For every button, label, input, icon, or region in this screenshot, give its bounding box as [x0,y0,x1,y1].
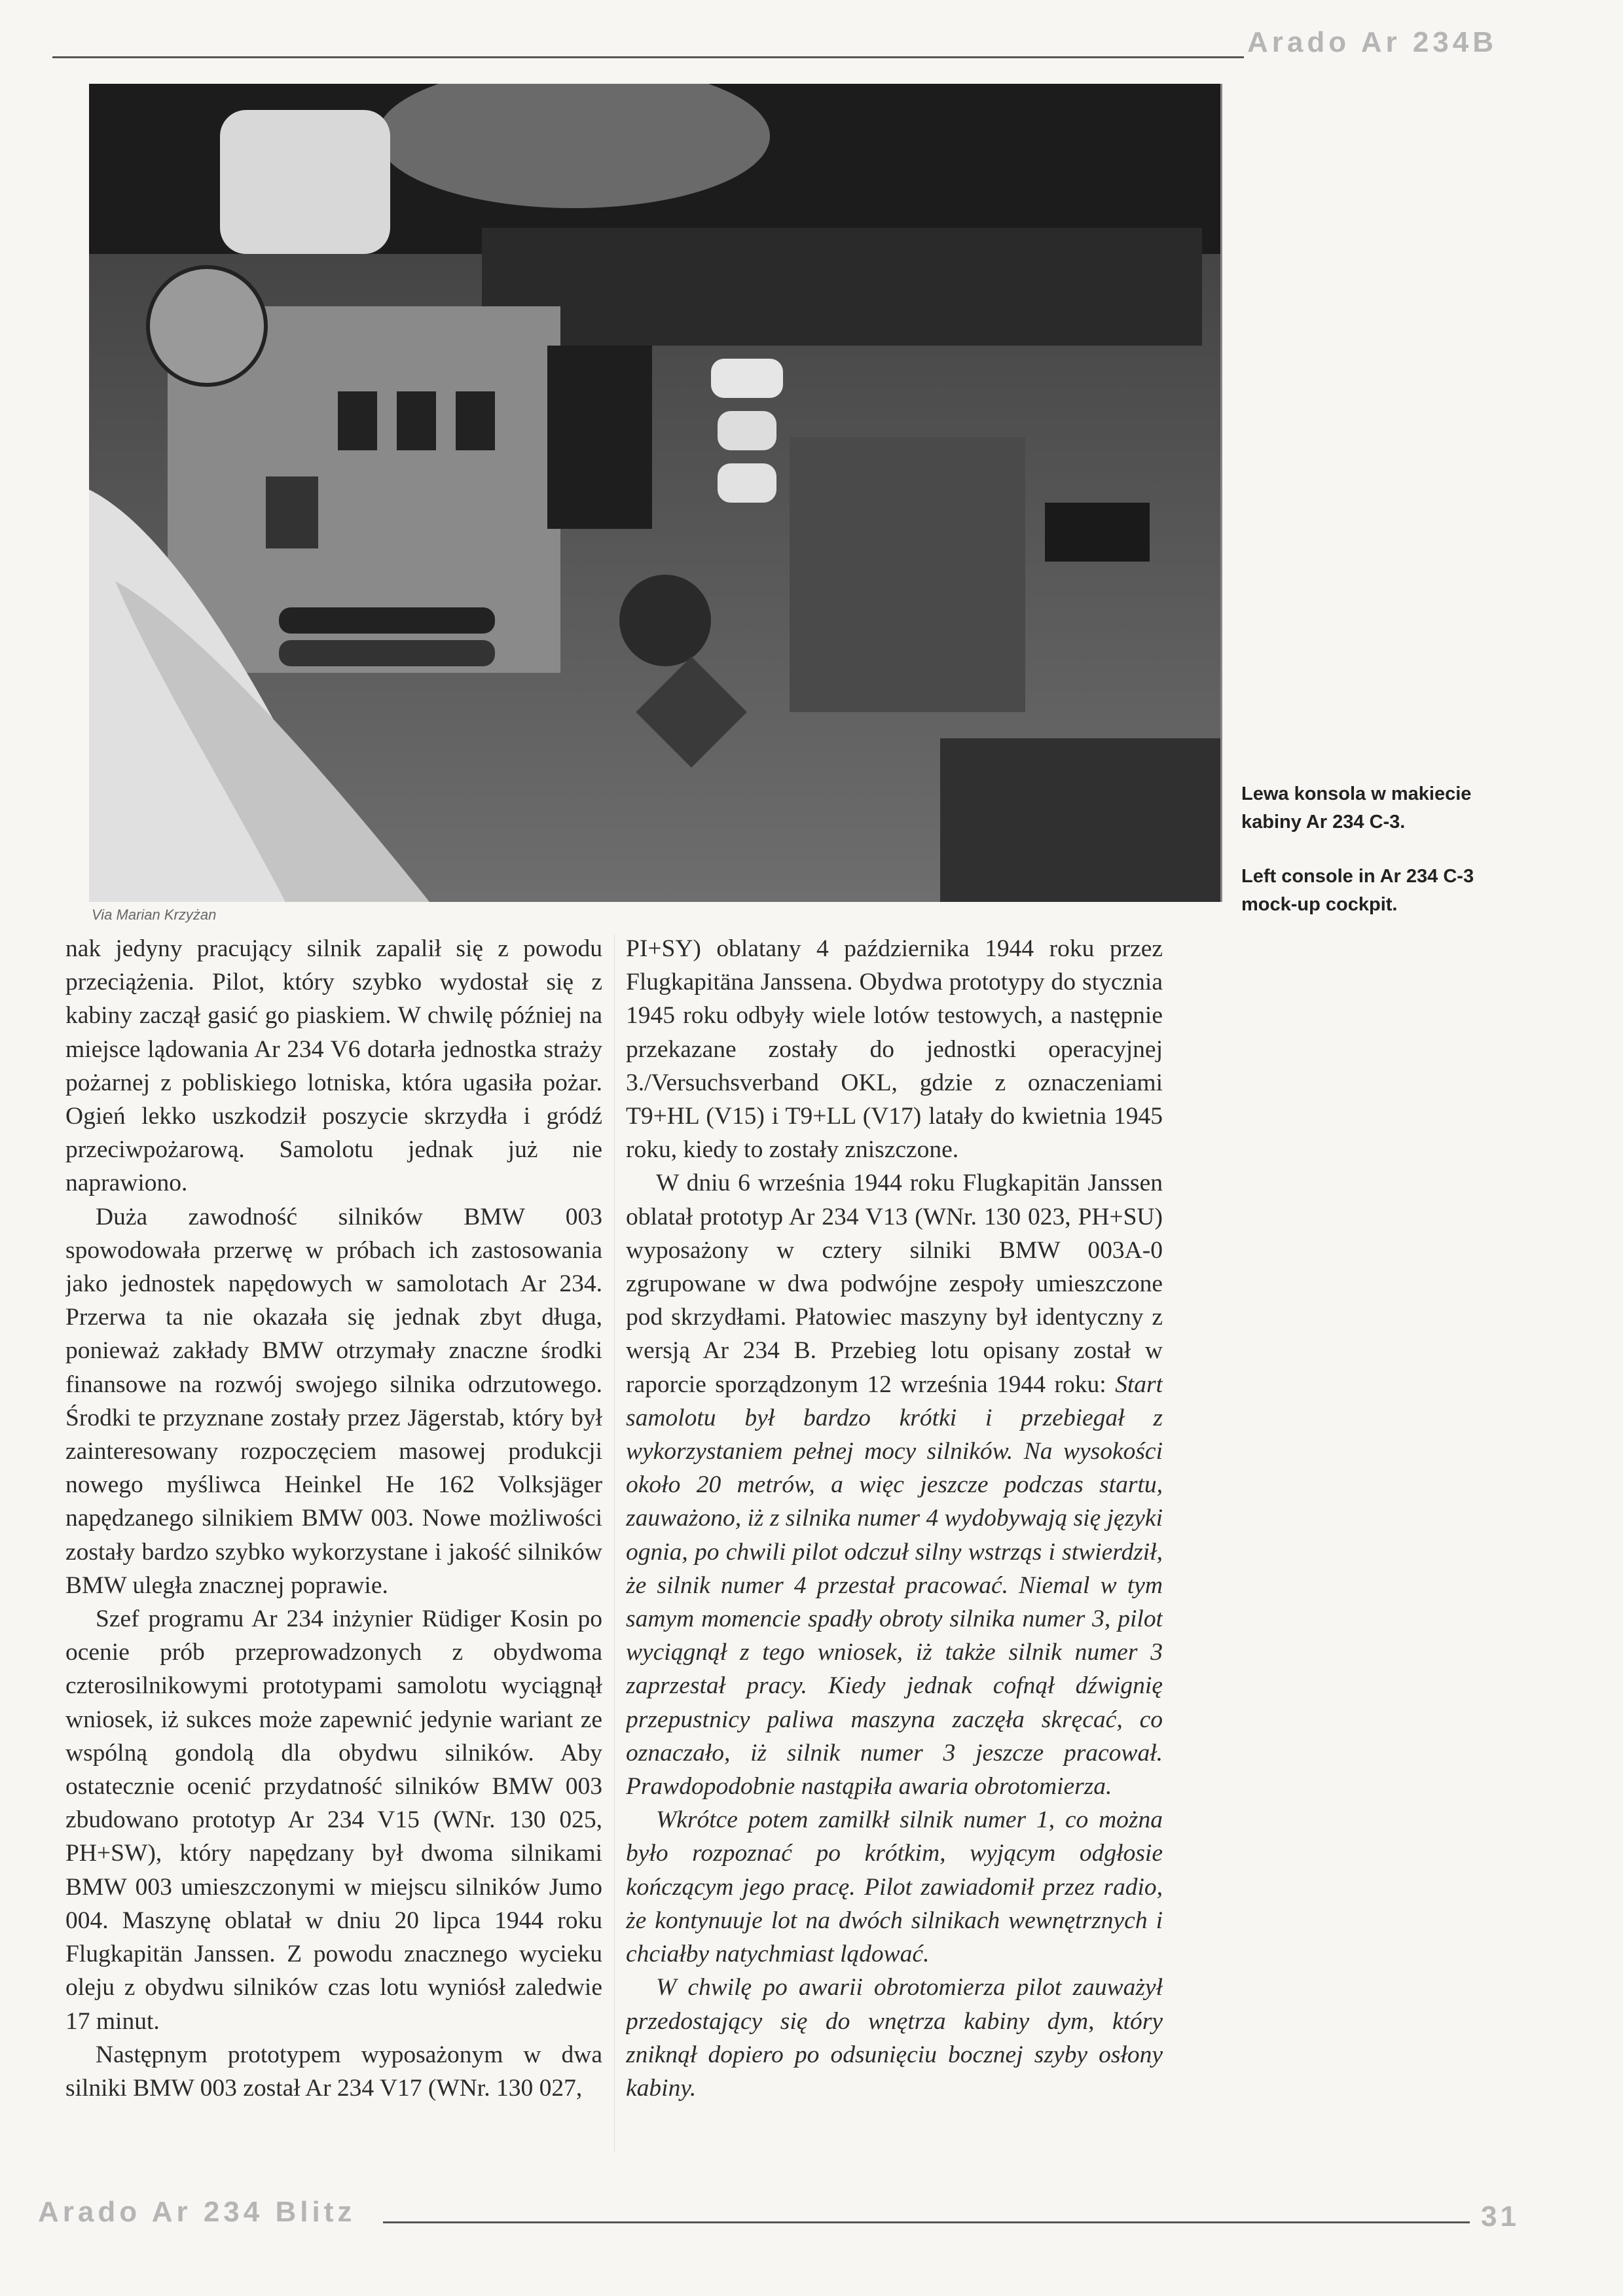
photo-credit: Via Marian Krzyżan [92,906,217,923]
paragraph: Następnym prototypem wyposażonym w dwa silniki BMW 003 został Ar 234 V17 (WNr. 130 027, [65,2041,602,2102]
page-number: 31 [1481,2200,1520,2233]
photo-caption-polish: Lewa konsola w makiecie kabiny Ar 234 C-3. [1241,783,1472,833]
column-divider [614,935,615,2152]
running-footer: Arado Ar 234 Blitz [38,2196,356,2228]
header-rule [52,56,1244,58]
footer-rule [383,2221,1470,2223]
running-header: Arado Ar 234B [1247,26,1498,58]
paragraph-text: W dniu 6 września 1944 roku Flugkapitän Janssen oblatał prototyp Ar 234 V13 (WNr. 130 023, PH+SU) wyposażony w cztery silniki BMW 003A-0 zgrupowane w dwa podwójne zespoły umieszczone pod skrzydłami. Płatowiec maszyny był identyczny z wersją Ar 234 B. Przebieg lotu opisany został w raporcie sporządzonym 12 września 1944 roku: [626,1170,1163,1398]
paragraph: Duża zawodność silników BMW 003 spowodowała przerwę w próbach ich zastosowania jako jednostek napędowych w samolotach Ar 234. Przerwa ta nie okazała się jednak zbyt długa, ponieważ zakłady BMW otrzymały znaczne środki finansowe na rozwój swojego silnika odrzutowego. Środki te przyznane zostały przez Jägerstab, który był zainteresowany rozpoczęciem masowej produkcji nowego myśliwca Heinkel He 162 Volksjäger napędzanego silnikiem BMW 003. Nowe możliwości zostały bardzo szybko wykorzystane i jakość silników BMW uległa znacznej poprawie. [65,1203,602,1599]
flight-report-quote: Wkrótce potem zamilkł silnik numer 1, co można było rozpoznać po krótkim, wyjącym odgłosie kończącym jego pracę. Pilot zawiadomił przez radio, że kontynuuje lot na dwóch silnikach wewnętrznych i chciałby natychmiast lądować. [626,1806,1163,1968]
flight-report-quote: Start samolotu był bardzo krótki i przebiegał z wykorzystaniem pełnej mocy silników. Na wysokości około 20 metrów, a więc jeszcze podczas startu, zauważono, iż z silnika numer 4 wydobywają się języki ognia, po chwili pilot odczuł silny wstrząs i stwierdził, że silnik numer 4 przestał pracować. Niemal w tym samym momencie spadły obroty silnika numer 3, pilot wyciągnął z tego wniosek, iż także silnik numer 3 zaprzestał pracy. Kiedy jednak cofnął dźwignię przepustnicy paliwa maszyna zaczęła skręcać, co oznaczało, iż silnik numer 3 jeszcze pracował. Prawdopodobnie nastąpiła awaria obrotomierza. [626,1371,1163,1801]
paragraph [626,1166,1163,1803]
cockpit-photo [89,84,1222,902]
paragraph: PI+SY) oblatany 4 października 1944 roku przez Flugkapitäna Janssena. Obydwa prototypy do stycznia 1945 roku odbyły wiele lotów testowych, a następnie przekazane zostały do jednostki operacyjnej 3./Versuchsverband OKL, gdzie z oznaczeniami T9+HL (V15) i T9+LL (V17) latały do kwietnia 1945 roku, kiedy to zostały zniszczone. [626,935,1163,1164]
right-text-column [626,932,1163,2162]
paragraph: Szef programu Ar 234 inżynier Rüdiger Kosin po ocenie prób przeprowadzonych z obydwoma czterosilnikowymi prototypami samolotu wyciągnął wniosek, iż sukces może zapewnić jedynie wariant ze wspólną gondolą dla obydwu silników. Aby ostatecznie ocenić przydatność silników BMW 003 zbudowano prototyp Ar 234 V15 (WNr. 130 025, PH+SW), który napędzany był dwoma silnikami BMW 003 umieszczonymi w miejscu silników Jumo 004. Maszynę oblatał w dniu 20 lipca 1944 roku Flugkapitän Janssen. Z powodu znacznego wycieku oleju z obydwu silników czas lotu wyniósł zaledwie 17 minut. [65,1605,602,2035]
cockpit-photo-drawing [89,84,1220,902]
photo-caption-english: Left console in Ar 234 C-3 mock-up cockpit. [1241,866,1474,915]
left-text-column [65,932,602,2162]
paragraph: nak jedyny pracujący silnik zapalił się z powodu przeciążenia. Pilot, który szybko wydostał się z kabiny zaczął gasić go piaskiem. W chwilę później na miejsce lądowania Ar 234 V6 dotarła jednostka straży pożarnej z pobliskiego lotniska, która ugasiła pożar. Ogień lekko uszkodził poszycie skrzydła i gródź przeciwpożarową. Samolotu jednak już nie naprawiono. [65,935,602,1197]
flight-report-quote: W chwilę po awarii obrotomierza pilot zauważył przedostający się do wnętrza kabiny dym, który zniknął dopiero po odsunięciu bocznej szyby osłony kabiny. [626,1974,1163,2102]
